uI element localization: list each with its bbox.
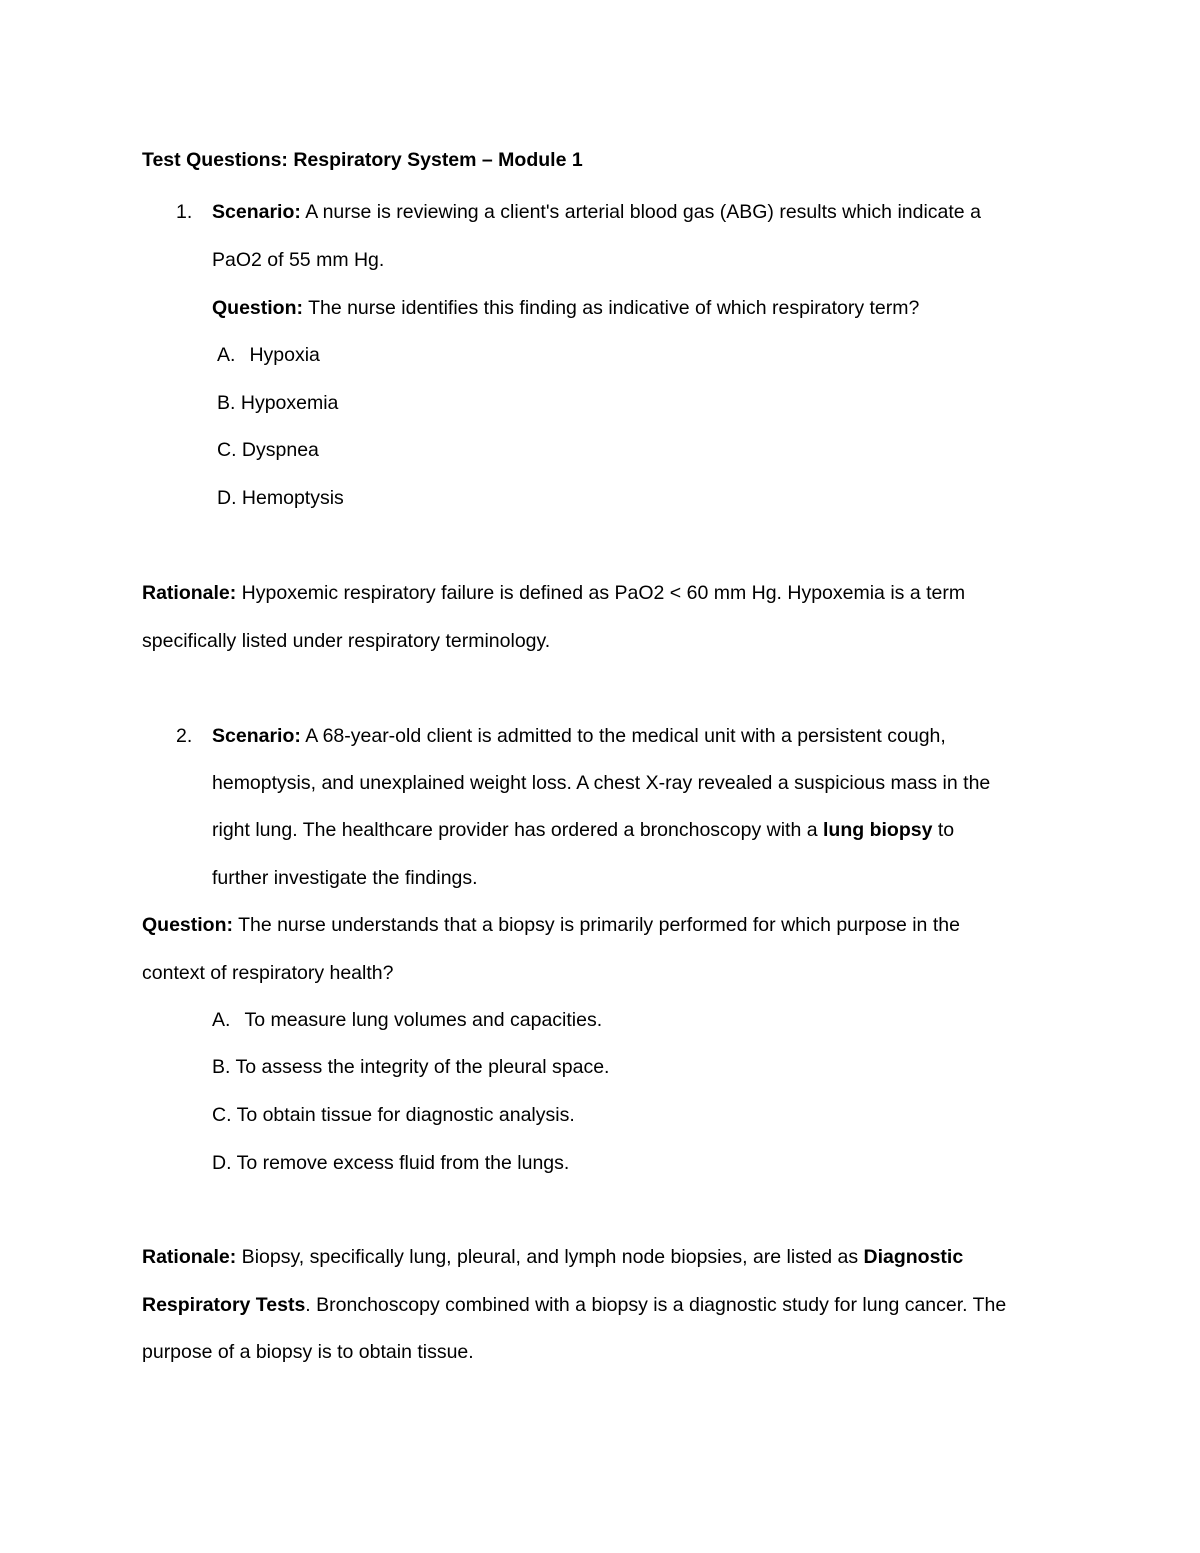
question-label: Question: <box>212 297 303 319</box>
option-text: Hypoxemia <box>240 392 339 414</box>
question-label: Question: <box>142 914 233 936</box>
question-1-rationale-line-2: specifically listed under respiratory terminology. <box>142 630 551 652</box>
question-2-number: 2. <box>176 725 193 747</box>
option-text: Hypoxia <box>249 344 320 366</box>
option-letter: A. <box>217 344 236 366</box>
scenario-label: Scenario: <box>212 201 301 223</box>
question-2-option-b <box>212 1055 609 1079</box>
rationale-label: Rationale: <box>142 582 237 604</box>
question-1-scenario-line-1 <box>212 200 981 224</box>
question-1-prompt <box>212 296 919 320</box>
question-1-option-c <box>217 438 319 462</box>
rationale-label: Rationale: <box>142 1246 237 1268</box>
option-letter: B. <box>212 1056 231 1078</box>
question-2-option-a <box>212 1008 602 1032</box>
question-1-rationale-line-1 <box>142 581 965 605</box>
question-2-scenario-line-4: further investigate the findings. <box>212 867 478 889</box>
question-1-number: 1. <box>176 201 193 223</box>
rationale-text: Hypoxemic respiratory failure is defined as PaO2 < 60 mm Hg. Hypoxemia is a term <box>236 582 966 604</box>
question-2-scenario-line-1 <box>212 724 946 748</box>
question-1-scenario-line-2: PaO2 of 55 mm Hg. <box>212 249 385 271</box>
option-text: To measure lung volumes and capacities. <box>244 1009 603 1031</box>
question-2-rationale-line-1 <box>142 1245 963 1269</box>
question-2-scenario-line-3 <box>212 818 954 842</box>
scenario-text: right lung. The healthcare provider has ordered a bronchoscopy with a <box>212 819 824 841</box>
scenario-text: to <box>932 819 955 841</box>
question-1-option-d <box>217 486 344 510</box>
question-2-rationale-line-2 <box>142 1293 1006 1317</box>
question-2-option-d <box>212 1151 569 1175</box>
option-text: To obtain tissue for diagnostic analysis. <box>236 1104 575 1126</box>
option-text: Dyspnea <box>241 439 319 461</box>
scenario-label: Scenario: <box>212 725 301 747</box>
rationale-text: Biopsy, specifically lung, pleural, and lymph node biopsies, are listed as <box>236 1246 864 1268</box>
option-letter: D. <box>217 487 237 509</box>
question-1-option-b <box>217 391 338 415</box>
option-letter: D. <box>212 1152 232 1174</box>
question-2-rationale-line-3: purpose of a biopsy is to obtain tissue. <box>142 1341 474 1363</box>
diagnostic-emphasis: Diagnostic <box>863 1246 964 1268</box>
option-letter: A. <box>212 1009 231 1031</box>
question-2-prompt-line-1 <box>142 913 960 937</box>
question-2-scenario-line-2: hemoptysis, and unexplained weight loss. A chest X-ray revealed a suspicious mass in the <box>212 772 991 794</box>
respiratory-tests-emphasis: Respiratory Tests <box>142 1294 306 1316</box>
question-text: The nurse identifies this finding as indicative of which respiratory term? <box>303 297 920 319</box>
option-letter: C. <box>212 1104 232 1126</box>
question-1-option-a <box>217 343 320 367</box>
rationale-text: . Bronchoscopy combined with a biopsy is a diagnostic study for lung cancer. The <box>305 1294 1007 1316</box>
option-letter: C. <box>217 439 237 461</box>
option-text: To remove excess fluid from the lungs. <box>236 1152 570 1174</box>
question-2-option-c <box>212 1103 575 1127</box>
question-text: The nurse understands that a biopsy is primarily performed for which purpose in the <box>233 914 960 936</box>
lung-biopsy-emphasis: lung biopsy <box>823 819 933 841</box>
scenario-text: A nurse is reviewing a client's arterial blood gas (ABG) results which indicate a <box>300 201 981 223</box>
question-2-prompt-line-2: context of respiratory health? <box>142 962 394 984</box>
option-letter: B. <box>217 392 236 414</box>
scenario-text: A 68-year-old client is admitted to the medical unit with a persistent cough, <box>300 725 946 747</box>
page-title: Test Questions: Respiratory System – Module 1 <box>142 149 583 171</box>
option-text: To assess the integrity of the pleural space. <box>235 1056 610 1078</box>
option-text: Hemoptysis <box>241 487 344 509</box>
